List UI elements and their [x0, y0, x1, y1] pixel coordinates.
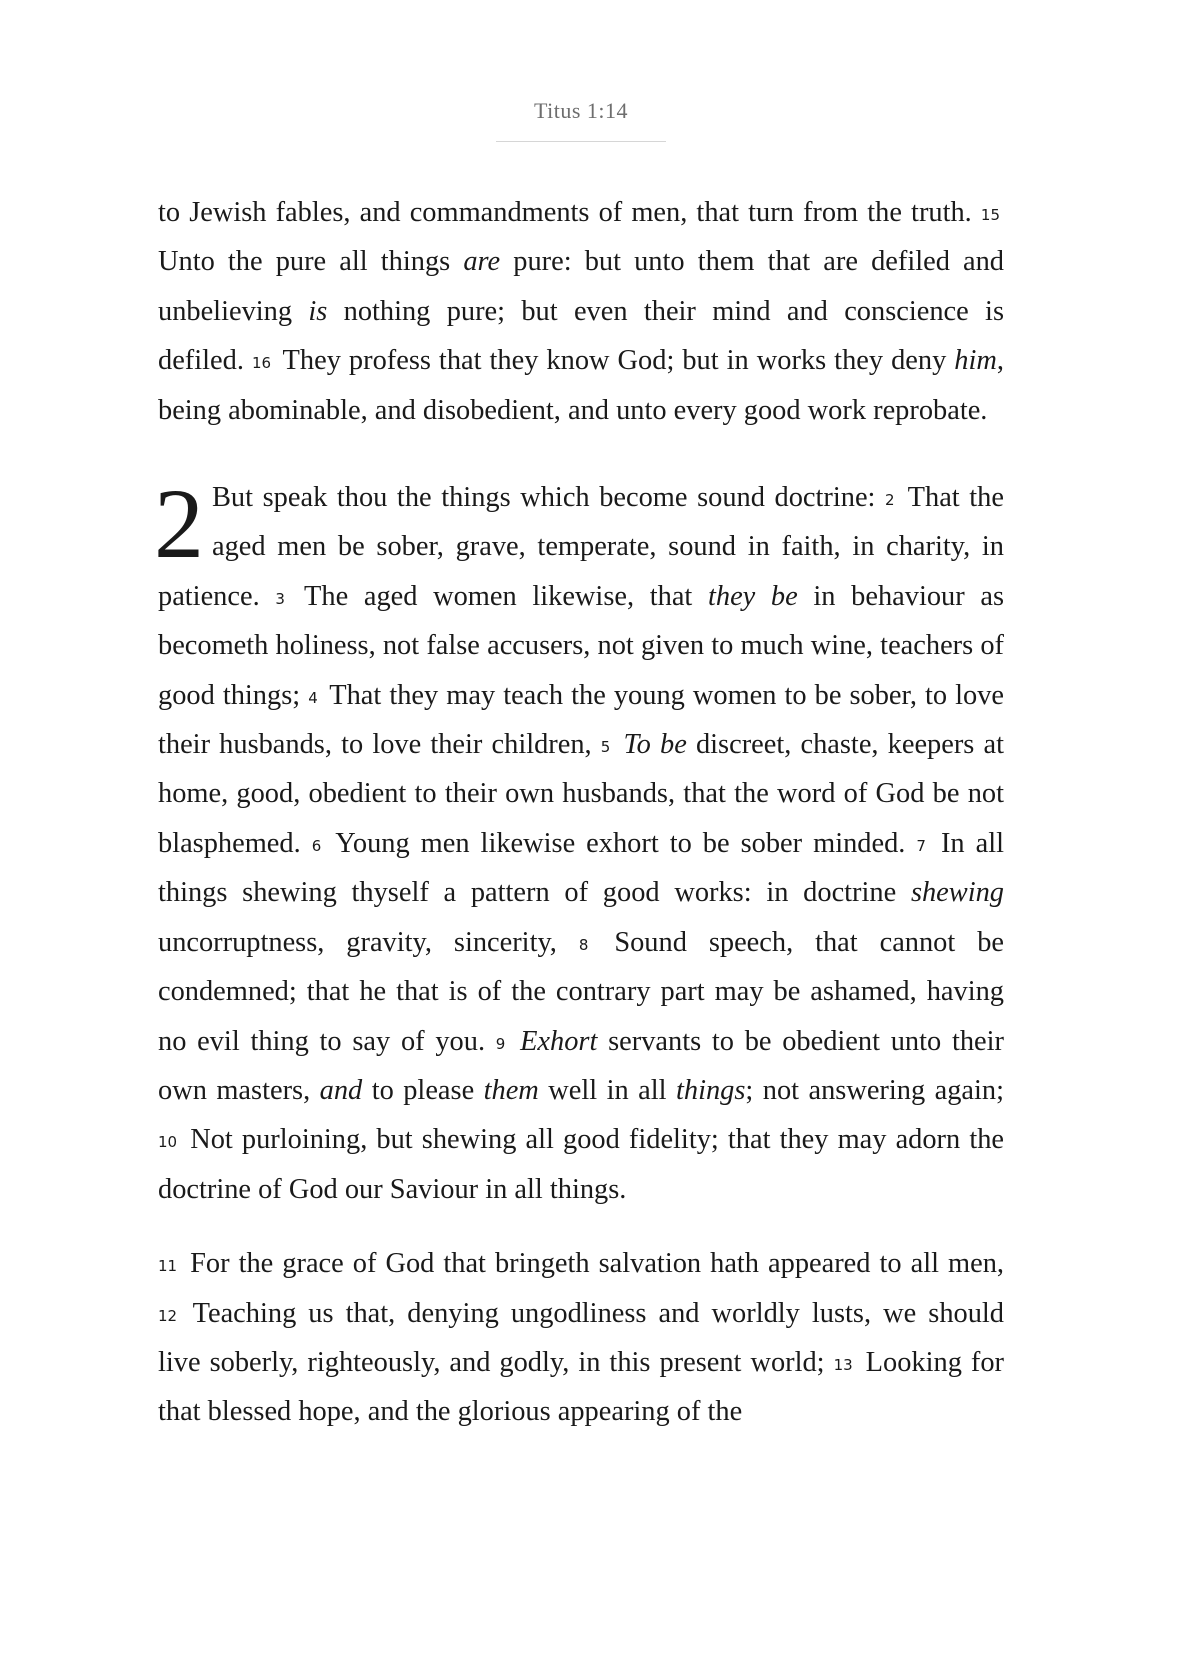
passage-text: Unto the pure all things [158, 246, 464, 278]
italic-word: is [308, 295, 328, 327]
italic-word: him [954, 345, 997, 377]
italic-word: and [319, 1074, 363, 1106]
running-header: Titus 1:14 [533, 98, 629, 123]
passage-text: pure: but unto them that are defiled and unbelieving [158, 246, 1005, 327]
italic-word: To be [623, 729, 687, 761]
passage-text: In all things shewing thyself a pattern of good works: in doctrine [158, 827, 1004, 909]
passage-text: They profess that they know God; but in works they deny [275, 345, 955, 377]
paragraph-section-3 [158, 1239, 1004, 1437]
verse-number: 15 [980, 206, 1000, 224]
passage-text: to please [362, 1074, 484, 1106]
passage-text: discreet, chaste, keepers at home, good, obedient to their own husbands, that the word of God be not blasphemed. [158, 729, 1004, 859]
passage-text: , being abominable, and disobedient, and unto every good work reprobate. [158, 345, 1004, 426]
passage-text: For the grace of God that bringeth salvation hath appeared to all men, [181, 1248, 1004, 1280]
verse-number: 11 [158, 1257, 178, 1276]
passage-text: to Jewish fables, and commandments of men, that turn from the truth. [158, 197, 972, 228]
passage-text: That they may teach the young women to be sober, to love their husbands, to love their children, [158, 679, 1004, 761]
passage-text: Teaching us that, denying ungodliness and worldly lusts, we should live soberly, righteously, and godly, in this present world; [158, 1297, 1004, 1378]
passage-text: That the aged men be sober, grave, temperate, sound in faith, in charity, in patience. [158, 482, 1004, 612]
passage-text: Young men likewise exhort to be sober minded. [325, 827, 917, 859]
italic-word: Exhort [520, 1025, 598, 1057]
passage-text: But speak thou the things which become sound doctrine: [212, 482, 886, 514]
paragraph-chapter-1-end [158, 188, 1004, 435]
verse-number: 6 [311, 836, 322, 855]
passage-text: Sound speech, that cannot be condemned; that he that is of the contrary part may be ashamed, having no evil thing to say of you. [158, 926, 1004, 1057]
italic-word: shewing [910, 877, 1004, 909]
italic-word: they be [707, 580, 798, 612]
passage-body [154, 188, 1005, 1437]
passage-text: The aged women likewise, that [288, 580, 708, 612]
header-divider [496, 141, 666, 142]
italic-word: are [463, 246, 501, 278]
verse-number: 16 [251, 354, 272, 373]
passage-text [509, 1026, 520, 1057]
verse-number: 4 [308, 688, 318, 707]
verse-number: 12 [158, 1306, 178, 1325]
verse-number: 13 [833, 1355, 853, 1374]
paragraph-chapter-2 [154, 468, 1004, 1214]
verse-number: 8 [578, 935, 589, 954]
italic-word: things [675, 1074, 746, 1106]
verse-number: 9 [495, 1034, 506, 1053]
passage-text: Looking for that blessed hope, and the glorious appearing of the [158, 1346, 1004, 1428]
passage-text: well in all [538, 1074, 676, 1106]
italic-word: them [483, 1074, 539, 1106]
verse-number: 3 [275, 589, 285, 608]
verse-number: 5 [600, 738, 611, 757]
verse-number: 7 [916, 836, 926, 855]
verse-number: 2 [885, 491, 895, 510]
reader-page [154, 0, 1005, 1670]
passage-text: ; not answering again; [745, 1074, 1004, 1106]
passage-text: Not purloining, but shewing all good fidelity; that they may adorn the doctrine of God our Saviour in all things. [158, 1124, 1004, 1205]
verse-number: 10 [158, 1133, 178, 1152]
passage-text: uncorruptness, gravity, sincerity, [158, 926, 579, 958]
passage-text: servants to be obedient unto their own masters, [158, 1025, 1004, 1106]
passage-text: in behaviour as becometh holiness, not false accusers, not given to much wine, teachers of good things; [158, 580, 1004, 711]
passage-text: nothing pure; but even their mind and conscience is defiled. [158, 295, 1004, 377]
chapter-number: 2 [154, 468, 204, 580]
